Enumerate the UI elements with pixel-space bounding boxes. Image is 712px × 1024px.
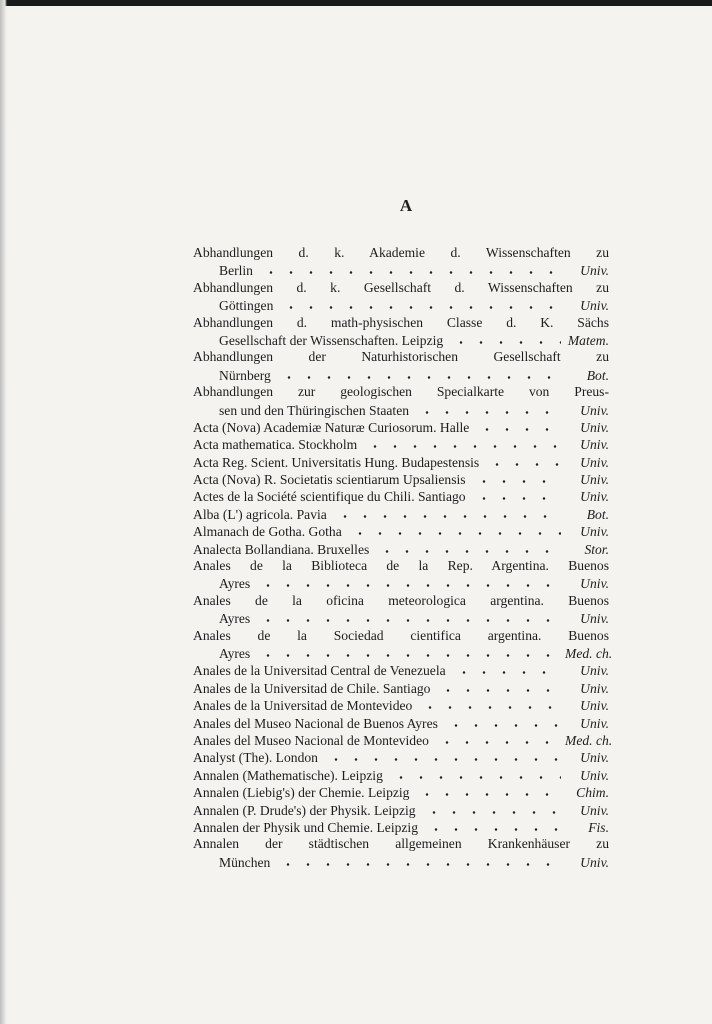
entry-title-line (193, 314, 609, 331)
dot-leader (257, 261, 561, 275)
dot-leader (413, 401, 561, 415)
location-abbreviation: Univ. (580, 437, 609, 453)
entry-continuation-line (193, 401, 609, 418)
entry-title-line (193, 766, 609, 783)
index-entry (193, 505, 609, 522)
entry-title-line (193, 592, 609, 609)
entry-title-text: Göttingen (219, 298, 274, 314)
index-entry (193, 383, 609, 418)
index-entry (193, 453, 609, 470)
dot-leader (277, 296, 561, 310)
entry-title-line (193, 661, 609, 678)
dot-leader (433, 731, 561, 745)
entry-title-line (193, 748, 609, 765)
entry-title-line (193, 835, 609, 852)
location-abbreviation: Stor. (584, 541, 609, 557)
entry-title-text: Abhandlungen d. math-physischen Classe d. K. Sächs (193, 314, 609, 330)
location-abbreviation: Univ. (580, 576, 609, 592)
dot-leader (254, 574, 561, 588)
dot-leader (473, 418, 561, 432)
location-abbreviation: Univ. (580, 854, 609, 870)
index-entry (193, 522, 609, 539)
dot-leader (416, 696, 561, 710)
location-abbreviation: Univ. (580, 767, 609, 783)
dot-leader (387, 766, 561, 780)
location-abbreviation: Univ. (580, 472, 609, 488)
entry-title-text: München (219, 854, 271, 870)
entry-title-line (193, 783, 609, 800)
location-abbreviation: Univ. (580, 715, 609, 731)
entry-title-text: sen und den Thüringischen Staaten (219, 402, 410, 418)
entry-continuation-line (193, 574, 609, 591)
entry-title-line (193, 731, 613, 748)
dot-leader (442, 714, 561, 728)
entry-continuation-line (193, 296, 609, 313)
dot-leader (346, 522, 561, 536)
index-entry (193, 348, 609, 383)
entry-title-line (193, 383, 609, 400)
entry-title-line (193, 557, 609, 574)
location-abbreviation: Fis. (588, 819, 609, 835)
entry-title-text: Anales de la oficina meteorologica argentina. Buenos (193, 592, 609, 608)
index-entry (193, 540, 609, 557)
entry-title-line (193, 279, 609, 296)
entry-title-text: Gesellschaft der Wissenschaften. Leipzig (219, 332, 444, 348)
top-border (0, 0, 712, 6)
dot-leader (483, 453, 561, 467)
entry-title-text: Anales de la Universitad de Chile. Santiago (193, 680, 431, 696)
dot-leader (254, 609, 561, 623)
entry-title-text: Alba (L') agricola. Pavia (193, 506, 327, 522)
entry-title-text: Annalen der städtischen allgemeinen Krankenhäuser zu (193, 836, 609, 852)
location-abbreviation: Bot. (586, 506, 609, 522)
entry-title-text: Ayres (219, 576, 251, 592)
entry-title-text: Analecta Bollandiana. Bruxelles (193, 541, 370, 557)
index-entry (193, 661, 609, 678)
index-entry (193, 627, 613, 662)
entry-title-text: Annalen (P. Drude's) der Physik. Leipzig (193, 802, 416, 818)
index-entry (193, 592, 609, 627)
dot-leader (413, 783, 561, 797)
index-entry (193, 748, 609, 765)
index-entry (193, 766, 609, 783)
location-abbreviation: Univ. (580, 263, 609, 279)
index-entry (193, 818, 609, 835)
dot-leader (322, 748, 561, 762)
entry-title-line (193, 818, 609, 835)
dot-leader (254, 644, 561, 658)
dot-leader (331, 505, 561, 519)
index-entry (193, 801, 609, 818)
entry-title-text: Abhandlungen zur geologischen Specialkarte von Preus- (193, 384, 609, 400)
entry-title-line (193, 627, 609, 644)
index-entry (193, 696, 609, 713)
entry-title-line (193, 696, 609, 713)
index-entry (193, 418, 609, 435)
entry-title-text: Actes de la Société scientifique du Chili. Santiago (193, 489, 466, 505)
entry-title-text: Anales del Museo Nacional de Buenos Ayres (193, 715, 438, 731)
entry-title-text: Annalen (Liebig's) der Chemie. Leipzig (193, 785, 410, 801)
index-entry (193, 244, 609, 279)
entry-title-text: Anales de la Universitad de Montevideo (193, 698, 413, 714)
index-entry (193, 679, 609, 696)
entry-title-text: Almanach de Gotha. Gotha (193, 524, 342, 540)
entry-title-line (193, 522, 609, 539)
entry-title-text: Annalen der Physik und Chemie. Leipzig (193, 819, 419, 835)
location-abbreviation: Bot. (586, 367, 609, 383)
location-abbreviation: Univ. (580, 611, 609, 627)
location-abbreviation: Univ. (580, 663, 609, 679)
section-letter: A (399, 196, 413, 215)
dot-leader (373, 540, 561, 554)
location-abbreviation: Med. ch. (565, 645, 613, 661)
entry-title-text: Abhandlungen der Naturhistorischen Gesellschaft zu (193, 349, 609, 365)
location-abbreviation: Univ. (580, 402, 609, 418)
entry-continuation-line (193, 609, 609, 626)
entry-title-text: Anales de la Biblioteca de la Rep. Argentina. Buenos (193, 558, 609, 574)
index-entry (193, 279, 609, 314)
entry-title-line (193, 435, 609, 452)
location-abbreviation: Chim. (576, 785, 609, 801)
location-abbreviation: Univ. (580, 489, 609, 505)
index-entry (193, 783, 609, 800)
location-abbreviation: Univ. (580, 802, 609, 818)
dot-leader (361, 435, 561, 449)
entry-continuation-line (193, 261, 609, 278)
entry-title-line (193, 679, 609, 696)
location-abbreviation: Univ. (580, 524, 609, 540)
entry-title-text: Anales de la Sociedad cientifica argentina. Buenos (193, 627, 609, 643)
index-entry (193, 314, 609, 349)
index-entry (193, 731, 613, 748)
entry-title-text: Anales de la Universitad Central de Venezuela (193, 663, 446, 679)
entry-title-line (193, 453, 609, 470)
index-entry (193, 835, 609, 870)
entry-title-text: Anales del Museo Nacional de Montevideo (193, 732, 429, 748)
entry-title-line (193, 487, 609, 504)
location-abbreviation: Univ. (580, 419, 609, 435)
entry-title-line (193, 470, 609, 487)
dot-leader (274, 853, 561, 867)
index-entry (193, 470, 609, 487)
location-abbreviation: Matem. (567, 332, 609, 348)
entry-title-line (193, 348, 609, 365)
entry-title-text: Ayres (219, 645, 251, 661)
entry-title-line (193, 505, 609, 522)
dot-leader (422, 818, 561, 832)
dot-leader (450, 661, 561, 675)
entry-title-text: Acta (Nova) R. Societatis scientiarum Upsaliensis (193, 472, 466, 488)
entry-title-text: Abhandlungen d. k. Gesellschaft d. Wissenschaften zu (193, 279, 609, 295)
entry-title-line (193, 540, 609, 557)
dot-leader (434, 679, 561, 693)
entry-title-line (193, 801, 609, 818)
entry-title-line (193, 714, 609, 731)
entry-title-line (193, 244, 609, 261)
entry-title-line (193, 418, 609, 435)
entry-title-text: Berlin (219, 263, 253, 279)
entry-continuation-line (193, 331, 609, 348)
entry-title-text: Acta Reg. Scient. Universitatis Hung. Budapestensis (193, 454, 480, 470)
location-abbreviation: Univ. (580, 298, 609, 314)
dot-leader (447, 331, 561, 345)
index-entry (193, 557, 609, 592)
location-abbreviation: Univ. (580, 454, 609, 470)
entry-continuation-line (193, 853, 609, 870)
index-entry (193, 435, 609, 452)
index-entry (193, 714, 609, 731)
entry-title-text: Ayres (219, 611, 251, 627)
entry-title-text: Analyst (The). London (193, 750, 318, 766)
entry-title-text: Abhandlungen d. k. Akademie d. Wissenschaften zu (193, 245, 609, 260)
location-abbreviation: Med. ch. (565, 732, 613, 748)
entry-title-text: Annalen (Mathematische). Leipzig (193, 767, 383, 783)
entry-continuation-line (193, 366, 609, 383)
index-entry (193, 487, 609, 504)
entry-continuation-line (193, 644, 613, 661)
dot-leader (275, 366, 561, 380)
dot-leader (470, 487, 561, 501)
dot-leader (420, 801, 561, 815)
periodicals-index (193, 244, 613, 870)
entry-title-text: Acta (Nova) Academiæ Naturæ Curiosorum. Halle (193, 419, 470, 435)
location-abbreviation: Univ. (580, 750, 609, 766)
dot-leader (470, 470, 561, 484)
page-edge-shadow (0, 0, 7, 1024)
entry-title-text: Nürnberg (219, 367, 271, 383)
location-abbreviation: Univ. (580, 698, 609, 714)
entry-title-text: Acta mathematica. Stockholm (193, 437, 358, 453)
location-abbreviation: Univ. (580, 680, 609, 696)
